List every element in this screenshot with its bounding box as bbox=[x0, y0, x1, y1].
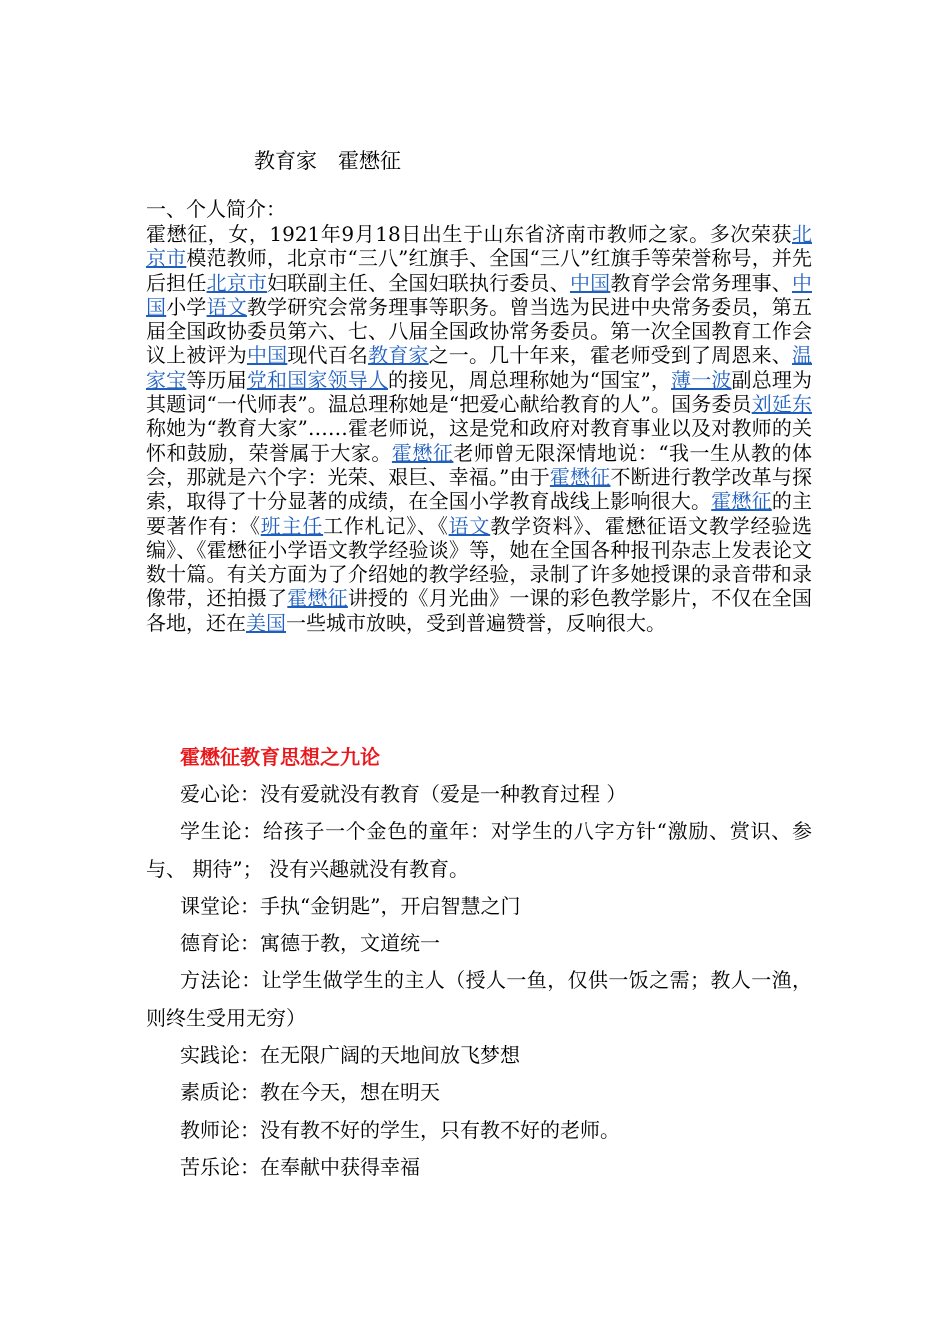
idea-item: 苦乐论：在奉献中获得幸福 bbox=[180, 1154, 420, 1179]
bio-text: 妇联副主任、全国妇联执行委员、 bbox=[267, 270, 570, 295]
bio-link[interactable]: 中国 bbox=[569, 270, 611, 295]
bio-text: 老师曾无限深情地说：“我一生从教的体会，那就是六个字：光荣、艰巨、幸福。”由于 bbox=[146, 440, 813, 489]
bio-text: 模范教师，北京市“三八”红旗手、全国“三八”红旗手等荣誉称号，并先后担任 bbox=[146, 246, 813, 295]
bio-link[interactable]: 北京市 bbox=[206, 270, 268, 295]
idea-item: 实践论：在无限广阔的天地间放飞梦想 bbox=[180, 1043, 520, 1068]
ideas-heading: 霍懋征教育思想之九论 bbox=[180, 745, 380, 769]
bio-link[interactable]: 班主任 bbox=[260, 513, 324, 538]
bio-text: 称她为“教育大家”……霍老师说，这是党和政府对教育事业以及对教师的关怀和鼓励，荣誉属于大家。 bbox=[146, 416, 812, 465]
bio-link[interactable]: 霍懋征 bbox=[549, 464, 611, 489]
bio-text: 的接见，周总理称她为“国宝”， bbox=[388, 367, 672, 392]
bio-link[interactable]: 霍懋征 bbox=[287, 586, 348, 611]
bio-link[interactable]: 中国 bbox=[146, 270, 812, 319]
bio-text: 教育学会常务理事、 bbox=[610, 270, 792, 295]
idea-item: 教师论：没有教不好的学生，只有教不好的老师。 bbox=[180, 1117, 620, 1142]
bio-text: 教学资料》、霍懋征语文教学经验选编》、《霍懋征小学语文教学经验谈》等，她在全国各种报刊杂志上发表论文数十篇。有关方面为了介绍她的教学经验，录制了许多她授课的录音带和录像带，还拍摄了 bbox=[146, 513, 813, 611]
bio-link[interactable]: 霍懋征 bbox=[711, 489, 772, 514]
bio-text: 的主要著作有：《 bbox=[146, 489, 812, 538]
bio-link[interactable]: 薄一波 bbox=[671, 367, 732, 392]
bio-text: 工作札记》、《 bbox=[323, 513, 449, 538]
bio-link[interactable]: 北京市 bbox=[146, 222, 812, 271]
bio-link[interactable]: 温家宝 bbox=[146, 343, 812, 392]
bio-paragraph bbox=[146, 222, 812, 635]
bio-text: 小学 bbox=[166, 294, 207, 319]
bio-text: 副总理为其题词“一代师表”。温总理称她是“把爱心献给教育的人”。国务委员 bbox=[146, 367, 813, 417]
idea-item: 爱心论：没有爱就没有教育（爱是一种教育过程 ） bbox=[180, 782, 627, 806]
bio-link[interactable]: 教育家 bbox=[368, 343, 429, 368]
bio-link[interactable]: 美国 bbox=[246, 610, 286, 635]
bio-text: 讲授的《月光曲》一课的彩色教学影片，不仅在全国各地，还在 bbox=[146, 586, 812, 635]
bio-link[interactable]: 刘延东 bbox=[751, 392, 813, 417]
idea-item: 课堂论：手执“金钥匙”，开启智慧之门 bbox=[180, 893, 521, 918]
section-heading: 一、个人简介： bbox=[146, 197, 286, 221]
idea-item: 德育论：寓德于教，文道统一 bbox=[180, 931, 440, 956]
idea-item: 学生论：给孩子一个金色的童年：对学生的八字方针“激励、赏识、参与、 期待”； 没有兴趣就没有教育。 bbox=[146, 819, 812, 881]
bio-text: 不断进行教学改革与探索，取得了十分显著的成绩，在全国小学教育战线上影响很大。 bbox=[146, 464, 813, 514]
document-title: 教育家 霍懋征 bbox=[254, 149, 401, 173]
bio-text: 一些城市放映，受到普遍赞誉，反响很大。 bbox=[286, 610, 666, 635]
bio-link[interactable]: 党和国家领导人 bbox=[246, 367, 389, 392]
bio-link[interactable]: 语文 bbox=[206, 294, 247, 319]
bio-link[interactable]: 霍懋征 bbox=[391, 440, 454, 465]
bio-link[interactable]: 语文 bbox=[448, 513, 491, 538]
bio-text: 等历届 bbox=[186, 367, 247, 392]
bio-text: 霍懋征，女，1921年9月18日出生于山东省济南市教师之家。多次荣获 bbox=[146, 222, 792, 246]
bio-text: 教学研究会常务理事等职务。曾当选为民进中央常务委员，第五届全国政协委员第六、七、八届全国政协常务委员。第一次全国教育工作会议上被评为 bbox=[146, 294, 812, 368]
bio-text: 现代百名 bbox=[287, 343, 369, 368]
ideas-list bbox=[146, 776, 812, 1186]
bio-link[interactable]: 中国 bbox=[246, 343, 288, 368]
idea-item: 方法论：让学生做学生的主人（授人一鱼，仅供一饭之需；教人一渔，则终生受用无穷） bbox=[146, 968, 812, 1030]
bio-text: 之一。几十年来，霍老师受到了周恩来、 bbox=[428, 343, 792, 368]
idea-item: 素质论：教在今天，想在明天 bbox=[180, 1080, 440, 1105]
